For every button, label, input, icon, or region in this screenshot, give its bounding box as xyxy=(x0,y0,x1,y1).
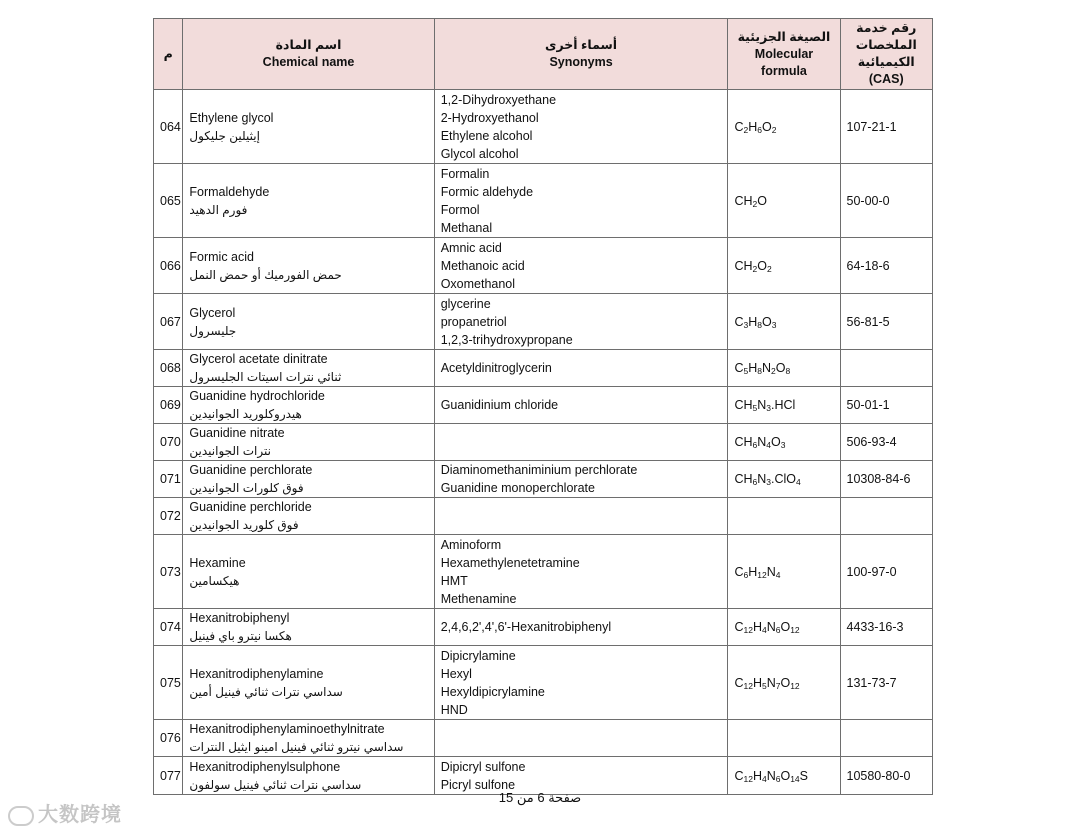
header-cas-arabic: رقم خدمة الملخصات الكيميائية xyxy=(855,21,917,69)
chemical-table xyxy=(153,18,933,795)
chemical-name-english: Hexanitrobiphenyl xyxy=(189,611,290,625)
header-name-english: Chemical name xyxy=(262,55,355,69)
synonym-item: Dipicryl sulfone xyxy=(440,759,526,774)
molecular-formula-cell: $C_2H_6O_2$ xyxy=(728,90,840,164)
watermark-icon xyxy=(8,806,34,826)
chemical-name-english: Guanidine perchlorate xyxy=(189,463,313,477)
synonym-item: Amnic acid xyxy=(440,240,502,255)
table-row xyxy=(154,461,933,498)
page-number: صفحة 6 من 15 xyxy=(498,790,582,805)
synonym-item: HMT xyxy=(440,573,468,588)
chemical-name-arabic: سداسي نترات ثنائي فينيل أمين xyxy=(189,684,343,699)
table-body xyxy=(154,90,933,795)
table-row xyxy=(154,720,933,757)
chemical-name-english: Guanidine hydrochloride xyxy=(189,389,325,403)
molecular-formula-cell: $CH_2O$ xyxy=(728,164,840,238)
synonym-item: Methanoic acid xyxy=(440,258,525,273)
chemical-name-cell xyxy=(183,720,434,757)
cas-number-cell xyxy=(840,720,933,757)
table-row xyxy=(154,90,933,164)
chemical-name-english: Formic acid xyxy=(189,249,254,264)
table-row xyxy=(154,609,933,646)
synonym-item: Glycol alcohol xyxy=(440,146,519,161)
synonyms-cell xyxy=(434,757,728,795)
chemical-name-cell xyxy=(183,757,434,795)
synonym-item: Guanidine monoperchlorate xyxy=(440,481,595,495)
synonyms-cell xyxy=(434,238,728,294)
synonym-item: Oxomethanol xyxy=(440,276,516,291)
header-synonyms-arabic: أسماء أخرى xyxy=(545,38,618,52)
row-number: 072 xyxy=(154,498,183,535)
synonym-item: Hexyldipicrylamine xyxy=(440,684,545,699)
synonym-item: Methenamine xyxy=(440,591,517,606)
chemical-name-english: Glycerol xyxy=(189,305,236,320)
synonyms-cell xyxy=(434,461,728,498)
molecular-formula-cell xyxy=(728,498,840,535)
cas-number-cell: 506-93-4 xyxy=(840,424,933,461)
chemical-name-arabic: هكسا نيترو باي فينيل xyxy=(189,629,292,643)
synonym-item: Dipicrylamine xyxy=(440,648,516,663)
row-number: 076 xyxy=(154,720,183,757)
molecular-formula-cell: $C_{12}H_4N_6O_{14}S$ xyxy=(728,757,840,795)
row-number: 066 xyxy=(154,238,183,294)
synonym-item: 1,2,3-trihydroxypropane xyxy=(440,332,573,347)
row-number: 070 xyxy=(154,424,183,461)
synonym-item: Hexyl xyxy=(440,666,472,681)
header-synonyms-english: Synonyms xyxy=(549,55,613,69)
chemical-name-english: Hexanitrodiphenylsulphone xyxy=(189,759,341,774)
header-cas-english: (CAS) xyxy=(868,72,904,86)
table-row xyxy=(154,757,933,795)
header-molecular-formula xyxy=(728,19,840,90)
chemical-name-cell xyxy=(183,294,434,350)
row-number: 065 xyxy=(154,164,183,238)
table-row xyxy=(154,498,933,535)
table-row xyxy=(154,535,933,609)
cas-number-cell: 10308-84-6 xyxy=(840,461,933,498)
molecular-formula-cell: $C_6H_{12}N_4$ xyxy=(728,535,840,609)
chemical-table-container xyxy=(153,18,933,795)
cas-number-cell: 10580-80-0 xyxy=(840,757,933,795)
cas-number-cell xyxy=(840,350,933,387)
synonym-item: Formic aldehyde xyxy=(440,184,534,199)
molecular-formula-cell: $CH_2O_2$ xyxy=(728,238,840,294)
synonyms-cell xyxy=(434,720,728,757)
synonyms-cell xyxy=(434,387,728,424)
synonyms-cell xyxy=(434,424,728,461)
chemical-name-cell xyxy=(183,461,434,498)
table-row xyxy=(154,646,933,720)
synonyms-cell xyxy=(434,498,728,535)
row-number: 074 xyxy=(154,609,183,646)
chemical-name-english: Hexanitrodiphenylamine xyxy=(189,666,324,681)
chemical-name-arabic: ثنائي نترات اسيتات الجليسرول xyxy=(189,370,342,384)
synonym-item: Formalin xyxy=(440,166,490,181)
chemical-name-arabic: إيثيلين جليكول xyxy=(189,128,260,143)
chemical-name-cell xyxy=(183,350,434,387)
chemical-name-cell xyxy=(183,535,434,609)
row-number: 069 xyxy=(154,387,183,424)
chemical-name-english: Guanidine perchloride xyxy=(189,500,312,514)
molecular-formula-cell: $CH_5N_3.HCl$ xyxy=(728,387,840,424)
chemical-name-cell xyxy=(183,609,434,646)
molecular-formula-cell: $CH_6N_3.ClO_4$ xyxy=(728,461,840,498)
header-chemical-name xyxy=(183,19,434,90)
synonyms-cell xyxy=(434,646,728,720)
chemical-name-arabic: سداسي نيترو ثنائي فينيل امينو ايثيل النترات xyxy=(189,740,404,754)
synonyms-cell xyxy=(434,90,728,164)
synonym-item: Guanidinium chloride xyxy=(440,398,559,412)
synonyms-cell xyxy=(434,164,728,238)
chemical-name-cell xyxy=(183,424,434,461)
table-row xyxy=(154,350,933,387)
cas-number-cell xyxy=(840,498,933,535)
synonym-item: 2-Hydroxyethanol xyxy=(440,110,539,125)
molecular-formula-cell: $C_3H_8O_3$ xyxy=(728,294,840,350)
table-row xyxy=(154,164,933,238)
synonym-item: Methanal xyxy=(440,220,493,235)
row-number: 073 xyxy=(154,535,183,609)
synonym-item: Ethylene alcohol xyxy=(440,128,533,143)
chemical-name-arabic: هيدروكلوريد الجوانيدين xyxy=(189,407,302,421)
header-cas xyxy=(840,19,933,90)
table-row xyxy=(154,294,933,350)
watermark-logo xyxy=(8,798,122,827)
row-number: 064 xyxy=(154,90,183,164)
synonyms-cell xyxy=(434,609,728,646)
chemical-name-english: Ethylene glycol xyxy=(189,110,274,125)
synonym-item: Acetyldinitroglycerin xyxy=(440,361,552,375)
chemical-name-arabic: حمض الفورميك أو حمض النمل xyxy=(189,267,342,282)
chemical-name-cell xyxy=(183,646,434,720)
cas-number-cell: 50-01-1 xyxy=(840,387,933,424)
molecular-formula-cell xyxy=(728,720,840,757)
synonym-item: HND xyxy=(440,702,468,717)
chemical-name-arabic: هيكسامين xyxy=(189,573,240,588)
chemical-name-arabic: فورم الدهيد xyxy=(189,202,248,217)
watermark-text: 大数跨境 xyxy=(38,804,122,826)
table-row xyxy=(154,424,933,461)
synonym-item: 1,2-Dihydroxyethane xyxy=(440,92,557,107)
synonyms-cell xyxy=(434,294,728,350)
row-number: 077 xyxy=(154,757,183,795)
table-header xyxy=(154,19,933,90)
cas-number-cell: 50-00-0 xyxy=(840,164,933,238)
cas-number-cell: 56-81-5 xyxy=(840,294,933,350)
chemical-name-cell xyxy=(183,90,434,164)
molecular-formula-cell: $C_{12}H_4N_6O_{12}$ xyxy=(728,609,840,646)
header-name-arabic: اسم المادة xyxy=(275,38,342,52)
synonym-item: Picryl sulfone xyxy=(440,777,516,792)
cas-number-cell: 4433-16-3 xyxy=(840,609,933,646)
synonyms-cell xyxy=(434,535,728,609)
molecular-formula-cell: $C_5H_8N_2O_8$ xyxy=(728,350,840,387)
synonym-item: propanetriol xyxy=(440,314,507,329)
cas-number-cell: 131-73-7 xyxy=(840,646,933,720)
chemical-name-english: Guanidine nitrate xyxy=(189,426,285,440)
chemical-name-cell xyxy=(183,387,434,424)
row-number: 068 xyxy=(154,350,183,387)
header-number xyxy=(154,19,183,90)
header-formula-arabic: الصيغة الجزيئية xyxy=(737,29,831,44)
chemical-name-arabic: فوق كلورات الجوانيدين xyxy=(189,481,304,495)
chemical-name-english: Formaldehyde xyxy=(189,184,270,199)
synonym-item: glycerine xyxy=(440,296,491,311)
header-synonyms xyxy=(434,19,728,90)
chemical-name-cell xyxy=(183,238,434,294)
molecular-formula-cell: $CH_6N_4O_3$ xyxy=(728,424,840,461)
chemical-name-english: Glycerol acetate dinitrate xyxy=(189,352,328,366)
chemical-name-arabic: فوق كلوريد الجوانيدين xyxy=(189,518,299,532)
chemical-name-cell xyxy=(183,498,434,535)
chemical-name-arabic: نترات الجوانيدين xyxy=(189,444,271,458)
chemical-name-arabic: جليسرول xyxy=(189,323,237,338)
synonym-item: Formol xyxy=(440,202,480,217)
header-number-label: م xyxy=(163,46,173,61)
chemical-name-arabic: سداسي نترات ثنائي فينيل سولفون xyxy=(189,777,362,792)
cas-number-cell: 64-18-6 xyxy=(840,238,933,294)
chemical-name-english: Hexamine xyxy=(189,555,246,570)
cas-number-cell: 107-21-1 xyxy=(840,90,933,164)
row-number: 071 xyxy=(154,461,183,498)
molecular-formula-cell: $C_{12}H_5N_7O_{12}$ xyxy=(728,646,840,720)
synonym-item: Diaminomethaniminium perchlorate xyxy=(440,463,638,477)
table-row xyxy=(154,238,933,294)
synonym-item: Aminoform xyxy=(440,537,502,552)
cas-number-cell: 100-97-0 xyxy=(840,535,933,609)
row-number: 067 xyxy=(154,294,183,350)
synonym-item: Hexamethylenetetramine xyxy=(440,555,580,570)
synonyms-cell xyxy=(434,350,728,387)
synonym-item: 2,4,6,2',4',6'-Hexanitrobiphenyl xyxy=(440,620,612,634)
header-formula-english: Molecular formula xyxy=(754,46,814,78)
row-number: 075 xyxy=(154,646,183,720)
chemical-name-cell xyxy=(183,164,434,238)
chemical-name-english: Hexanitrodiphenylaminoethylnitrate xyxy=(189,722,385,736)
table-row xyxy=(154,387,933,424)
